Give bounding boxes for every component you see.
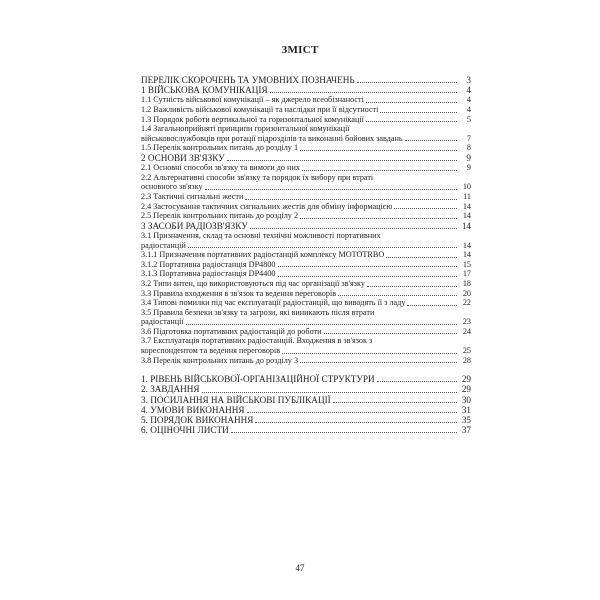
toc-entry-title: 3.1.3 Портативна радіостанція DP4400: [141, 269, 276, 279]
toc-leader-dots: [186, 324, 457, 325]
page-title: ЗМІСТ: [281, 44, 319, 56]
toc-leader-dots: [188, 247, 457, 248]
toc-entry-title: 2.4 Застосування тактичних сигнальних жестів для обміну інформацією: [141, 201, 393, 211]
toc-leader-dots: [255, 422, 457, 423]
toc-entry-page: 37: [461, 425, 471, 436]
toc-entry: [141, 250, 471, 260]
toc-leader-dots: [231, 432, 457, 433]
toc-entry-title: 3.1 Призначення, склад та основні технічні можливості портативних: [141, 230, 381, 240]
toc-entry: [141, 356, 471, 366]
toc-entry-title: ПЕРЕЛІК СКОРОЧЕНЬ ТА УМОВНИХ ПОЗНАЧЕНЬ: [141, 75, 355, 85]
toc-entry-title: 3 ЗАСОБИ РАДІОЗВ'ЯЗКУ: [141, 220, 248, 231]
toc-leader-dots: [405, 140, 457, 141]
toc-entry-title: 2.3 Тактичні сигнальні жести: [141, 191, 244, 201]
toc-leader-dots: [366, 102, 457, 103]
toc-entry: [141, 289, 471, 299]
toc-entry-page: 4: [466, 85, 471, 96]
toc-entry: [141, 346, 471, 356]
toc-leader-dots: [394, 208, 457, 209]
toc-entry-title: 3.1.1 Призначення портативних радіостанцій комплексу MOTOTRBO: [141, 250, 385, 260]
toc-entry-page: 3: [466, 75, 471, 85]
toc-leader-dots: [380, 112, 457, 113]
toc-entry-title: основного зв'язку: [141, 182, 203, 192]
toc-entry-page: 35: [461, 415, 471, 426]
toc-entry: [141, 374, 471, 384]
toc-leader-dots: [227, 160, 457, 161]
toc-entry-title: радіостанції: [141, 317, 184, 327]
toc-entry-page: 4: [466, 95, 471, 105]
toc-entry-page: 4: [466, 105, 471, 114]
toc-leader-dots: [333, 402, 457, 403]
toc-entry: [141, 134, 471, 144]
toc-entry-title: 3.5 Правила безпеки зв'язку та загрози, які виникають після втрати: [141, 307, 375, 317]
toc-entry-page: 10: [462, 182, 471, 192]
toc-leader-dots: [366, 121, 457, 122]
toc-entry-page: 14: [462, 201, 471, 211]
toc-leader-dots: [202, 392, 457, 393]
table-of-contents: [141, 75, 471, 435]
toc-entry: [141, 415, 471, 425]
toc-entry-page: 23: [462, 317, 471, 327]
toc-entry-title: 5. ПОРЯДОК ВИКОНАННЯ: [141, 415, 254, 426]
toc-entry-title: 4. УМОВИ ВИКОНАННЯ: [141, 404, 245, 415]
toc-entry-title: радіостанцій: [141, 240, 186, 250]
toc-entry-page: 9: [466, 163, 471, 173]
toc-entry: [141, 298, 471, 308]
toc-entry-page: 20: [462, 288, 471, 298]
toc-leader-dots: [278, 266, 457, 267]
toc-entry: [141, 395, 471, 405]
toc-entry-title: 3.8 Перелік контрольних питань до розділу 3: [141, 355, 299, 365]
toc-entry-title: військовослужбовців при ротації підрозділів та виконанні бойових завдань: [141, 133, 403, 143]
toc-entry-title: 1.5 Перелік контрольних питань до розділу 1: [141, 143, 299, 153]
toc-leader-dots: [282, 353, 457, 354]
section-gap: [141, 365, 471, 374]
toc-entry: [141, 384, 471, 394]
toc-entry-title: 1.4 Загальноприйняті принципи горизонтальної комунікації: [141, 124, 350, 134]
toc-entry: [141, 269, 471, 279]
toc-leader-dots: [302, 170, 457, 171]
toc-entry-title: 3.2 Типи антен, що використовуються під час організації зв'язку: [141, 278, 365, 288]
toc-entry: [141, 221, 471, 231]
toc-leader-dots: [300, 150, 457, 151]
toc-leader-dots: [247, 412, 457, 413]
toc-entry: [141, 153, 471, 163]
toc-entry-page: 14: [462, 211, 471, 221]
toc-entry-page: 22: [462, 298, 471, 308]
toc-entry-title: кореспондентом та ведення переговорів: [141, 346, 281, 356]
toc-entry: [141, 279, 471, 289]
toc-entry: [141, 405, 471, 415]
toc-entry: [141, 105, 471, 115]
toc-entry-page: 30: [461, 394, 471, 405]
toc-entry: [141, 182, 471, 192]
toc-entry-page: 15: [462, 259, 471, 269]
toc-entry-page: 8: [466, 143, 471, 153]
toc-entry: [141, 95, 471, 105]
toc-entry-title: 6. ОЦІНОЧНІ ЛИСТИ: [141, 425, 229, 436]
toc-entry-page: 24: [462, 326, 471, 336]
toc-entry: [141, 115, 471, 125]
toc-entry-page: 31: [461, 404, 471, 415]
toc-entry-title: 1. РІВЕНЬ ВІЙСЬКОВОЇ-ОРГАНІЗАЦІЙНОЇ СТРУКТУРИ: [141, 374, 375, 385]
toc-entry-title: 2.1 Основні способи зв'язку та вимоги до них: [141, 163, 300, 173]
toc-entry-title: 2 ОСНОВИ ЗВ'ЯЗКУ: [141, 152, 225, 163]
toc-entry-title: 3.7 Експлуатація портативних радіостанцій. Входження в зв'язок з: [141, 336, 373, 346]
toc-entry-page: 28: [462, 355, 471, 365]
toc-entry-title: 3.1.2 Портативна радіостанція DP4800: [141, 259, 276, 269]
toc-leader-dots: [386, 257, 457, 258]
toc-leader-dots: [338, 295, 457, 296]
toc-leader-dots: [205, 189, 457, 190]
toc-entry-page: 5: [466, 114, 471, 124]
toc-entry-page: 9: [466, 152, 471, 163]
toc-leader-dots: [278, 276, 457, 277]
toc-leader-dots: [357, 82, 457, 83]
toc-entry: [141, 317, 471, 327]
toc-entry-page: 14: [462, 240, 471, 250]
toc-entry-page: 29: [461, 374, 471, 385]
toc-entry-page: 14: [462, 250, 471, 260]
toc-entry: [141, 211, 471, 221]
toc-entry-page: 25: [462, 346, 471, 356]
toc-entry-title: 3.6 Підготовка портативних радіостанцій до роботи: [141, 326, 322, 336]
toc-entry: [141, 192, 471, 202]
page-number: 47: [295, 563, 305, 573]
toc-leader-dots: [300, 218, 457, 219]
toc-leader-dots: [377, 381, 457, 382]
toc-entry-title: 3.3 Правила входження в зв'язок та ведення переговорів: [141, 288, 337, 298]
toc-leader-dots: [324, 333, 457, 334]
toc-leader-dots: [367, 286, 457, 287]
toc-entry: [141, 327, 471, 337]
toc-leader-dots: [245, 199, 457, 200]
toc-entry: [141, 163, 471, 173]
toc-entry-title: 2.5 Перелік контрольних питань до розділу 2: [141, 211, 299, 221]
toc-leader-dots: [300, 362, 457, 363]
toc-entry-page: 17: [462, 269, 471, 279]
toc-entry: [141, 202, 471, 212]
toc-entry: [141, 425, 471, 435]
toc-entry-title: 1.3 Порядок роботи вертикальної та горизонтальної комунікації: [141, 114, 364, 124]
toc-leader-dots: [270, 92, 457, 93]
toc-entry-title: 3.4 Типові помилки під час експлуатації радіостанцій, що виводять її з ладу: [141, 298, 406, 308]
toc-entry-title: 1.1 Сутність військової комунікації – як джерело всеобізнаності: [141, 95, 364, 105]
toc-entry-title: 1 ВІЙСЬКОВА КОМУНІКАЦІЯ: [141, 85, 268, 96]
toc-entry: [141, 143, 471, 153]
toc-entry-page: 7: [466, 133, 471, 143]
toc-entry-title: 2.2 Альтернативні способи зв'язку та порядок їх вибору при втраті: [141, 172, 374, 182]
toc-entry: [141, 241, 471, 251]
toc-leader-dots: [250, 228, 457, 229]
toc-entry-title: 2. ЗАВДАННЯ: [141, 384, 200, 395]
toc-entry-page: 18: [462, 278, 471, 288]
toc-leader-dots: [407, 305, 457, 306]
toc-entry-page: 14: [461, 220, 471, 231]
toc-entry-page: 11: [463, 191, 471, 201]
toc-entry: [141, 260, 471, 270]
toc-entry: [141, 85, 471, 95]
toc-entry-title: 3. ПОСИЛАННЯ НА ВІЙСЬКОВІ ПУБЛІКАЦІЇ: [141, 394, 331, 405]
toc-entry-title: 1.2 Важливість військової комунікації та наслідки при її відсутності: [141, 105, 379, 114]
toc-entry: [141, 75, 471, 85]
toc-entry-page: 29: [461, 384, 471, 395]
